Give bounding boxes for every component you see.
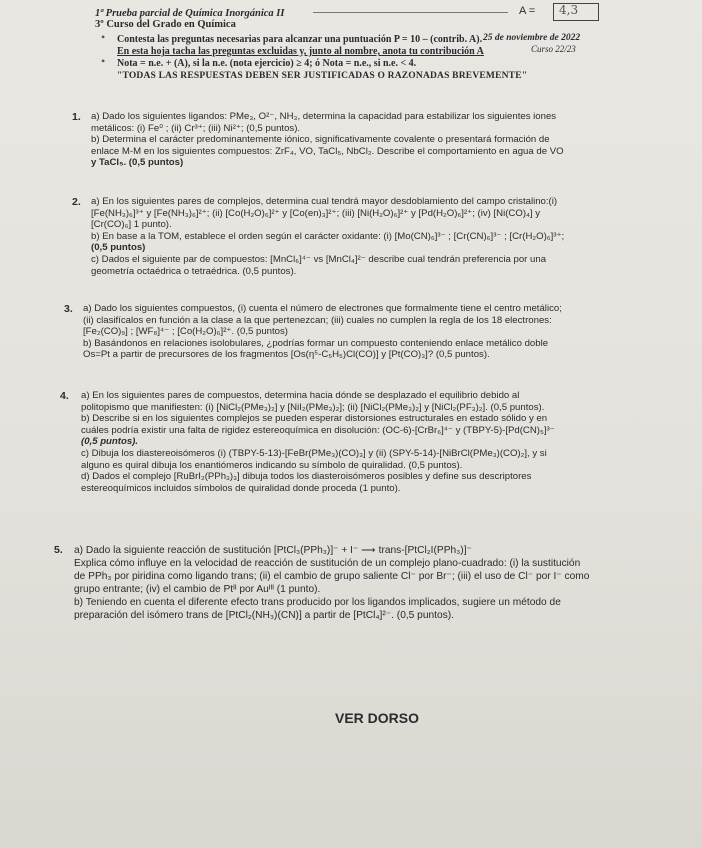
question-line: y TaCl₅. (0,5 puntos) xyxy=(91,157,184,169)
question-5-number: 5. xyxy=(54,544,63,556)
question-line: metálicos: (i) Fe⁰ ; (ii) Cr³⁺; (iii) Ni²⁺; (0,5 puntos). xyxy=(91,122,301,134)
question-line: [Cr(CO)₆] 1 punto). xyxy=(91,219,172,231)
question-line: b) Determina el carácter predominantemente iónico, significativamente covalente o presentará formación de xyxy=(91,134,550,146)
grade-value: 4,3 xyxy=(559,3,579,17)
exam-title: 1ª Prueba parcial de Química Inorgánica II xyxy=(95,8,285,19)
question-5 xyxy=(74,544,688,622)
academic-year: Curso 22/23 xyxy=(531,44,576,54)
question-line: b) Basándonos en relaciones isolobulares, ¿podrías formar un compuesto conteniendo enlace metálico doble xyxy=(83,337,549,349)
instruction-1: Contesta las preguntas necesarias para alcanzar una puntuación P = 10 – (contrib. A). xyxy=(117,34,483,45)
question-line: de PPh₃ por piridina como ligando trans; (ii) el cambio de grupo saliente Cl⁻ por Br⁻; (iii) el uso de Cl⁻ por I⁻ como xyxy=(74,571,590,582)
question-line: Explica cómo influye en la velocidad de reacción de sustitución de un complejo plano-cuadrado: (i) la sustitución xyxy=(74,558,581,569)
question-line: (ii) clasifícalos en función a la clase a la que pertenezcan; (iii) cuales no cumplen la regla de los 18 electrones: xyxy=(83,314,552,326)
instruction-3: Nota = n.e. + (A), si la n.e. (nota ejercicio) ≥ 4; ó Nota = n.e., si n.e. < 4. xyxy=(117,58,417,69)
turn-over-label: VER DORSO xyxy=(335,710,420,726)
question-line: politopismo que manifiesten: (i) [NiCl₂(PMe₃)₂] y [NiI₂(PMe₃)₂]; (ii) [NiCl₂(PMe₃)₂] y [NiCl₂(PF₃)₂]. (0,5 puntos). xyxy=(81,401,545,413)
question-line: a) Dado la siguiente reacción de sustitución [PtCl₃(PPh₃)]⁻ + I⁻ ⟶ trans-[PtCl₂I(PPh₃)]⁻ xyxy=(74,545,472,556)
grade-label: A = xyxy=(519,5,536,17)
question-line: [Fe(NH₃)₆]³⁺ y [Fe(NH₃)₆]²⁺; (ii) [Co(H₂O)₆]²⁺ y [Co(en)₃]²⁺; (iii) [Ni(H₂O)₆]²⁺ y [Pd(H₂O)₆]²⁺; (iv) [Ni(CO)₄] y xyxy=(91,207,541,219)
question-2-number: 2. xyxy=(72,196,81,208)
instruction-2: En esta hoja tacha las preguntas excluidas y, junto al nombre, anota tu contribución A xyxy=(117,46,484,57)
question-line: estereoquímicos incluidos símbolos de quiralidad donde proceda (1 punto). xyxy=(81,482,401,494)
question-line: (0,5 puntos). xyxy=(81,436,139,448)
question-2 xyxy=(91,196,691,277)
question-line: c) Dibuja los diastereoisómeros (i) (TBPY-5-13)-[FeBr(PMe₃)(CO)₃] y (ii) (SPY-5-14)-[NiBrCl(PMe₃)(CO)₂], y si xyxy=(81,447,547,459)
question-1 xyxy=(91,111,691,169)
question-line: preparación del isómero trans de [PtCl₂(NH₃)(CN)] a partir de [PtCl₄]²⁻. (0,5 puntos). xyxy=(74,610,454,621)
question-3 xyxy=(83,303,689,361)
question-line: [Fe₂(CO)₉] ; [WF₈]⁴⁻ ; [Co(H₂O)₆]²⁺. (0,5 puntos) xyxy=(83,326,288,338)
question-1-number: 1. xyxy=(72,111,81,123)
question-line: b) Teniendo en cuenta el diferente efecto trans producido por los ligandos implicados, sugiere un método de xyxy=(74,597,561,608)
question-line: a) Dado los siguientes compuestos, (i) cuenta el número de electrones que formalmente tiene el centro metálico; xyxy=(83,303,562,314)
question-line: enlace M-M en los siguientes compuestos: ZrF₄, VO, TaCl₅, NbCl₂. Describe el comportamiento en agua de VO xyxy=(91,145,564,157)
question-line: geometría octaédrica o tetraédrica. (0,5 puntos). xyxy=(91,265,297,277)
grade-box xyxy=(519,2,669,22)
bullet: • xyxy=(101,54,106,68)
divider xyxy=(313,12,508,13)
question-line: a) En los siguientes pares de complejos, determina cual tendrá mayor desdoblamiento del campo cristalino:(i) xyxy=(91,196,558,207)
question-line: b) En base a la TOM, establece el orden según el carácter oxidante: (i) [Mo(CN)₆]³⁻ ; [Cr(CN)₆]³⁻ ; [Cr(H₂O)₆]³⁺; xyxy=(91,230,565,242)
bullet: • xyxy=(101,30,106,44)
exam-date: 25 de noviembre de 2022 xyxy=(483,33,581,43)
instruction-4: "TODAS LAS RESPUESTAS DEBEN SER JUSTIFICADAS O RAZONADAS BREVEMENTE" xyxy=(117,71,528,81)
question-line: c) Dados el siguiente par de compuestos: [MnCl₆]⁴⁻ vs [MnCl₄]²⁻ describe cual tendrán preferencia por una xyxy=(91,253,547,265)
question-line: a) En los siguientes pares de compuestos, determina hacia dónde se desplazado el equilibrio debido al xyxy=(81,390,520,401)
course-line: 3º Curso del Grado en Química xyxy=(95,19,236,30)
question-line: grupo entrante; (iv) el cambio de Ptᴵᴵ por Auᴵᴵᴵ (1 punto). xyxy=(74,584,321,595)
question-line: Os=Pt a partir de precursores de los fragmentos [Os(η⁵-C₅H₅)Cl(CO)] y [Pt(CO)₃]? (0,5 puntos). xyxy=(83,349,490,361)
question-3-number: 3. xyxy=(64,303,73,315)
question-line: (0,5 puntos) xyxy=(91,242,146,254)
question-4 xyxy=(81,390,689,494)
question-line: cuáles podría existir una falta de rigidez estereoquímica en disolución: (OC-6)-[CrBr₆]⁴⁻ y (TBPY-5)-[Pd(CN)₅]³⁻ xyxy=(81,424,555,436)
question-line: a) Dado los siguientes ligandos: PMe₃, O²⁻, NH₃, determina la capacidad para estabilizar los siguientes iones xyxy=(91,111,557,122)
question-line: alguno es quiral dibuja los enantiómeros indicando su símbolo de quiralidad. (0,5 puntos). xyxy=(81,459,463,471)
question-4-number: 4. xyxy=(60,390,69,402)
question-line: b) Describe si en los siguientes complejos se pueden esperar distorsiones estructurales en estado sólido y en xyxy=(81,413,548,425)
question-line: d) Dados el complejo [RuBrI₂(PPh₃)₃] dibuja todos los diasteroisómeros posibles y define sus descriptores xyxy=(81,471,532,483)
